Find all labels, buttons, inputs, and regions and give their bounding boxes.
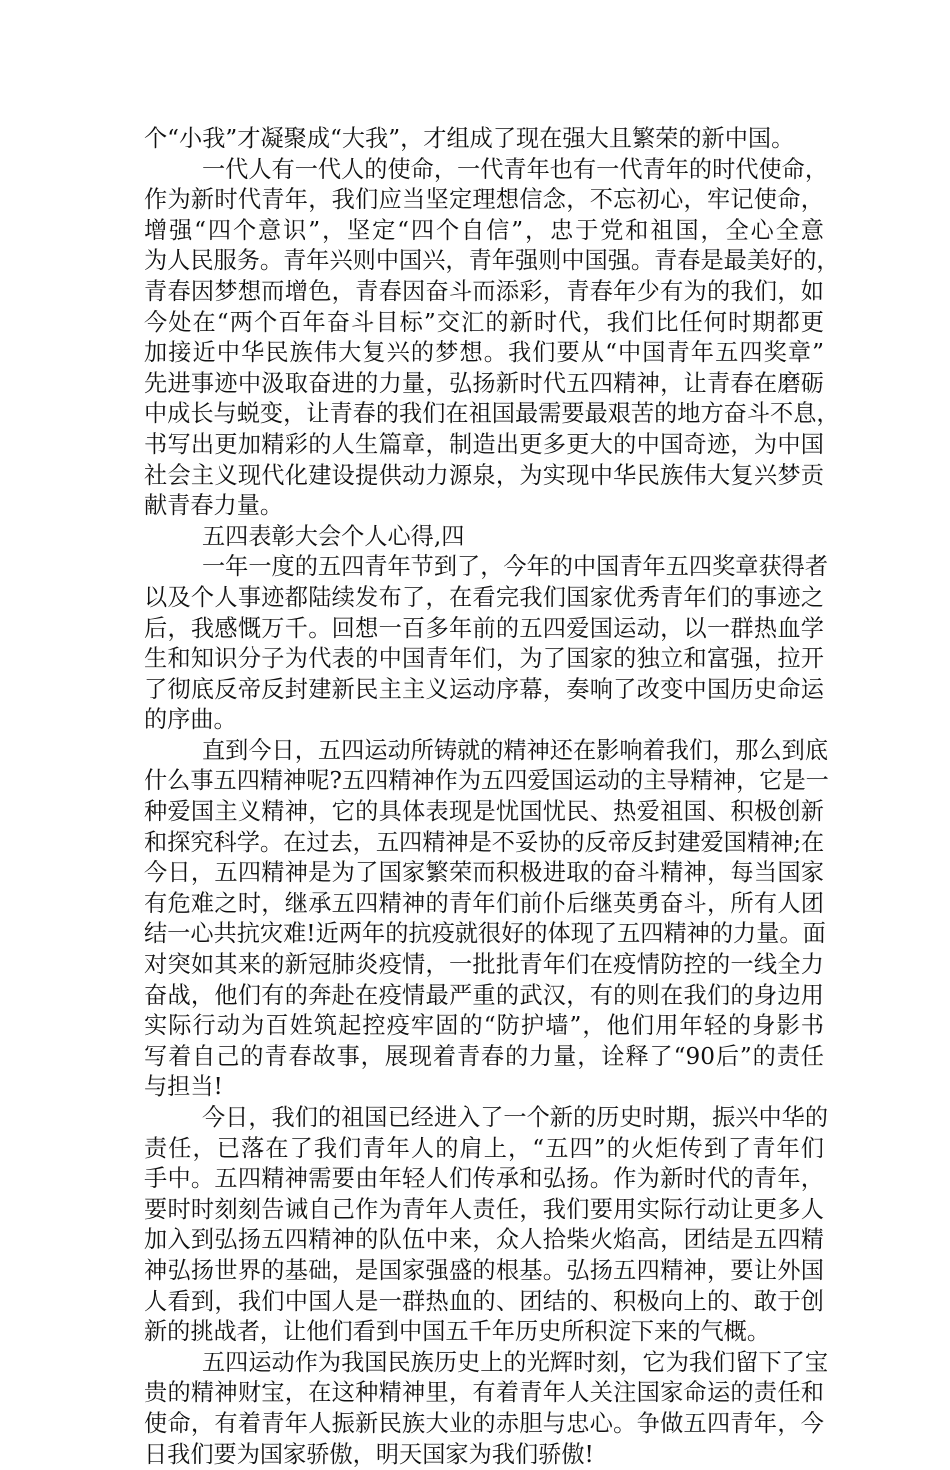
- text-line: 结一心共抗灾难!近两年的抗疫就很好的体现了五四精神的力量。面: [144, 920, 826, 948]
- text-line: 有危难之时，继承五四精神的青年们前仆后继英勇奋斗，所有人团: [144, 889, 824, 917]
- text-line: 责任，已落在了我们青年人的肩上，“五四”的火炬传到了青年们: [144, 1134, 824, 1162]
- text-line: 种爱国主义精神，它的具体表现是忧国忧民、热爱祖国、积极创新: [144, 798, 824, 826]
- text-line: 书写出更加精彩的人生篇章，制造出更多更大的中国奇迹，为中国: [144, 430, 824, 458]
- text-line: 对突如其来的新冠肺炎疫情，一批批青年们在疫情防控的一线全力: [144, 951, 824, 979]
- text-line: 与担当!: [144, 1073, 223, 1101]
- text-line: 一年一度的五四青年节到了，今年的中国青年五四奖章获得者: [202, 553, 829, 581]
- text-line: 写着自己的青春故事，展现着青春的力量，诠释了“90后”的责任: [144, 1042, 824, 1070]
- text-line: 的序曲。: [144, 706, 237, 734]
- text-line: 增强“四个意识”，坚定“四个自信”，忠于党和祖国，全心全意: [144, 216, 824, 244]
- text-line: 先进事迹中汲取奋进的力量，弘扬新时代五四精神，让青春在磨砺: [144, 369, 824, 397]
- text-line: 今日，我们的祖国已经进入了一个新的历史时期，振兴中华的: [202, 1104, 829, 1131]
- text-line: 青春因梦想而增色，青春因奋斗而添彩，青春年少有为的我们，如: [144, 277, 824, 305]
- text-line: 直到今日，五四运动所铸就的精神还在影响着我们，那么到底: [202, 736, 829, 764]
- text-line: 贵的精神财宝，在这种精神里，有着青年人关注国家命运的责任和: [144, 1379, 824, 1407]
- text-line: 五四运动作为我国民族历史上的光辉时刻，它为我们留下了宝: [202, 1348, 829, 1376]
- text-line: 今处在“两个百年奋斗目标”交汇的新时代，我们比任何时期都更: [144, 308, 824, 336]
- text-line: 加接近中华民族伟大复兴的梦想。我们要从“中国青年五四奖章”: [144, 339, 824, 367]
- text-line: 和探究科学。在过去，五四精神是不妥协的反帝反封建爱国精神;在: [144, 828, 825, 856]
- text-line: 了彻底反帝反封建新民主主义运动序幕，奏响了改变中国历史命运: [144, 675, 824, 703]
- text-line: 以及个人事迹都陆续发布了，在看完我们国家优秀青年们的事迹之: [144, 583, 824, 611]
- text-line: 日我们要为国家骄傲，明天国家为我们骄傲!: [144, 1440, 594, 1468]
- text-line: 奋战，他们有的奔赴在疫情最严重的武汉，有的则在我们的身边用: [144, 981, 824, 1009]
- text-line: 手中。五四精神需要由年轻人们传承和弘扬。作为新时代的青年，: [144, 1165, 824, 1193]
- text-line: 实际行动为百姓筑起控疫牢固的“防护墙”，他们用年轻的身影书: [144, 1012, 824, 1040]
- text-line: 一代人有一代人的使命，一代青年也有一代青年的时代使命，: [202, 155, 829, 183]
- text-line: 神弘扬世界的基础，是国家强盛的根基。弘扬五四精神，要让外国: [144, 1256, 824, 1284]
- text-line: 生和知识分子为代表的中国青年们，为了国家的独立和富强，拉开: [144, 645, 824, 673]
- text-line: 使命，有着青年人振新民族大业的赤胆与忠心。争做五四青年，今: [144, 1409, 824, 1437]
- text-line: 什么事五四精神呢?五四精神作为五四爱国运动的主导精神，它是一: [144, 767, 829, 795]
- text-line: 献青春力量。: [144, 492, 284, 520]
- text-line: 作为新时代青年，我们应当坚定理想信念，不忘初心，牢记使命，: [144, 186, 824, 214]
- text-line: 五四表彰大会个人心得,四: [202, 522, 465, 550]
- document-page: [144, 124, 840, 1470]
- text-line: 后，我感慨万千。回想一百多年前的五四爱国运动，以一群热血学: [144, 614, 824, 642]
- text-line: 社会主义现代化建设提供动力源泉，为实现中华民族伟大复兴梦贡: [144, 461, 824, 489]
- text-line: 新的挑战者，让他们看到中国五千年历史所积淀下来的气概。: [144, 1318, 771, 1346]
- text-line: 个“小我”才凝聚成“大我”，才组成了现在强大且繁荣的新中国。: [144, 125, 795, 152]
- text-line: 要时时刻刻告诫自己作为青年人责任，我们要用实际行动让更多人: [144, 1195, 824, 1223]
- text-line: 中成长与蜕变，让青春的我们在祖国最需要最艰苦的地方奋斗不息，: [144, 400, 840, 428]
- text-line: 今日，五四精神是为了国家繁荣而积极进取的奋斗精神，每当国家: [144, 859, 824, 887]
- text-line: 为人民服务。青年兴则中国兴，青年强则中国强。青春是最美好的，: [144, 247, 840, 275]
- text-line: 人看到，我们中国人是一群热血的、团结的、积极向上的、敢于创: [144, 1287, 824, 1315]
- text-line: 加入到弘扬五四精神的队伍中来，众人拾柴火焰高，团结是五四精: [144, 1226, 824, 1254]
